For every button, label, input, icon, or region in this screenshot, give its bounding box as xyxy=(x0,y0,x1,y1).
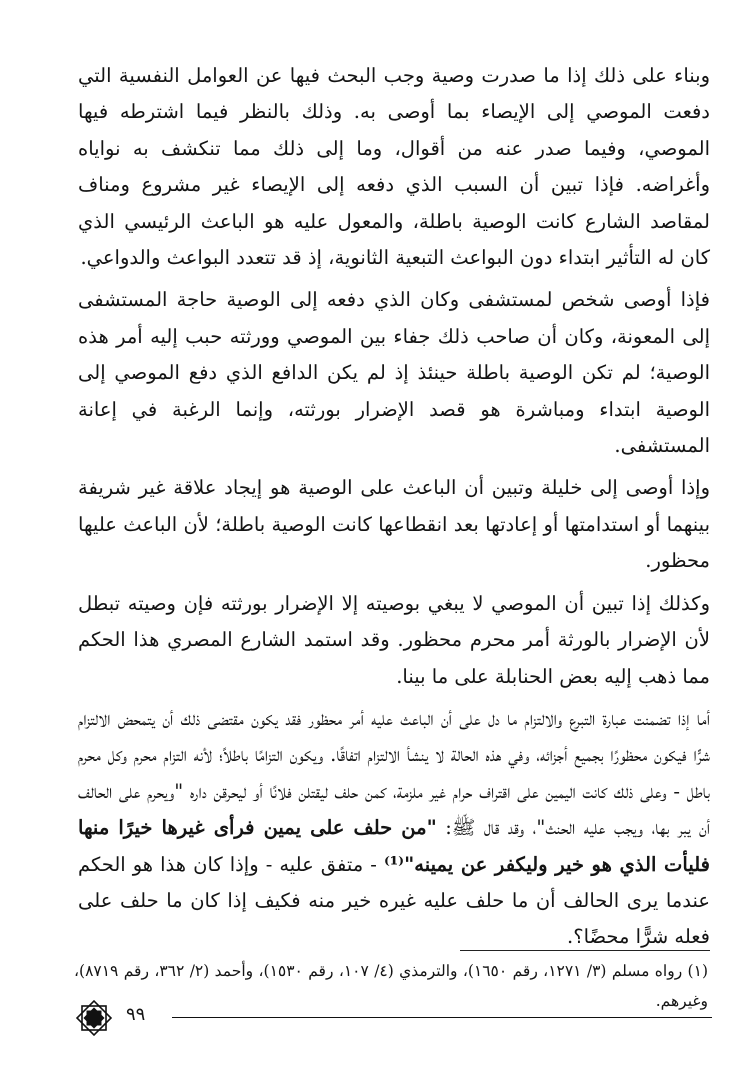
paragraph-5-text-before: أما إذا تضمنت عبارة التبرع والالتزام ما دل على أن الباعث عليه أمر محظور فقد يكون مقتضى ذلك أن يتمحض الالتزام شرًّا فيكون محظورًا بجميع أجزائه، وفي هذه الحالة لا ينشأ الالتزام اتفاقًا. ويكون التزامًا باطلاً؛ لأنه التزام محرم وكل محرم باطل - وعلى ذلك كانت اليمين على اقتراف حرام غير ملزمة، كمن حلف ليقتلن فلانًا أو ليحرقن داره "ويحرم على الحالف أن يبر بها، ويجب عليه الحنث"، وقد قال ﷺ: xyxy=(78,706,710,840)
footnote-divider xyxy=(460,950,710,951)
paragraph-4: وكذلك إذا تبين أن الموصي لا يبغي بوصيته إلا الإضرار بورثته فإن وصيته تبطل لأن الإضرار بالورثة أمر محرم محظور. وقد استمد الشارع المصري هذا الحكم مما ذهب إليه بعض الحنابلة على ما بينا. xyxy=(78,591,710,688)
paragraph-1: وبناء على ذلك إذا ما صدرت وصية وجب البحث فيها عن العوامل النفسية التي دفعت الموصي إلى الإيصاء بما أوصى به. وذلك بالنظر فيما اشترطه فيها الموصي، وفيما صدر عنه من أقوال، وما إلى ذلك مما تنكشف به نواياه وأغراضه. فإذا تبين أن السبب الذي دفعه إلى الإيصاء غير مشروع ومناف لمقاصد الشارع كانت الوصية باطلة، والمعول عليه هو الباعث الرئيسي الذي كان له التأثير ابتداء دون البواعث التبعية الثانوية، إذ قد تتعدد البواعث والدواعي. xyxy=(78,64,710,270)
page-footer xyxy=(72,1000,712,1036)
paragraph-3: وإذا أوصى إلى خليلة وتبين أن الباعث على الوصية هو إيجاد علاقة غير شريفة بينهما أو استدامتها أو إعادتها بعد انقطاعها كانت الوصية باطلة؛ لأن الباعث عليها محظور. xyxy=(78,476,710,573)
footer-rule xyxy=(172,1017,712,1018)
paragraph-5-text-after: - متفق عليه - وإذا كان هذا هو الحكم عندما يرى الحالف أن ما حلف عليه غيره خير منه فكيف إذا كان ما حلف على فعله شرًّا محضًا؟. xyxy=(78,852,710,949)
hadith-quote: "من حلف على يمين فرأى غيرها خيرًا منها فليأت الذي هو خير وليكفر عن يمينه"⁽¹⁾ xyxy=(78,816,710,876)
body-text xyxy=(78,58,710,956)
page-number: ٩٩ xyxy=(126,1004,146,1025)
paragraph-2: فإذا أوصى شخص لمستشفى وكان الذي دفعه إلى الوصية حاجة المستشفى إلى المعونة، وكان أن صاحب ذلك جفاء بين الموصي وورثته حبب إليه أمر هذه الوصية؛ لم تكن الوصية باطلة حينئذ إذ لم يكن الدافع الذي دفع الموصي إلى الوصية ابتداء ومباشرة هو قصد الإضرار بورثته، وإنما الرغبة في إعانة المستشفى. xyxy=(78,288,710,458)
paragraph-5 xyxy=(78,701,710,956)
footnote: (١) رواه مسلم (٣/ ١٢٧١، رقم ١٦٥٠)، والترمذي (٤/ ١٠٧، رقم ١٥٣٠)، وأحمد (٢/ ٣٦٢، رقم ٨٧١٩)، وغيرهم. xyxy=(74,962,708,1010)
eight-point-star-ornament-icon xyxy=(76,1000,112,1036)
